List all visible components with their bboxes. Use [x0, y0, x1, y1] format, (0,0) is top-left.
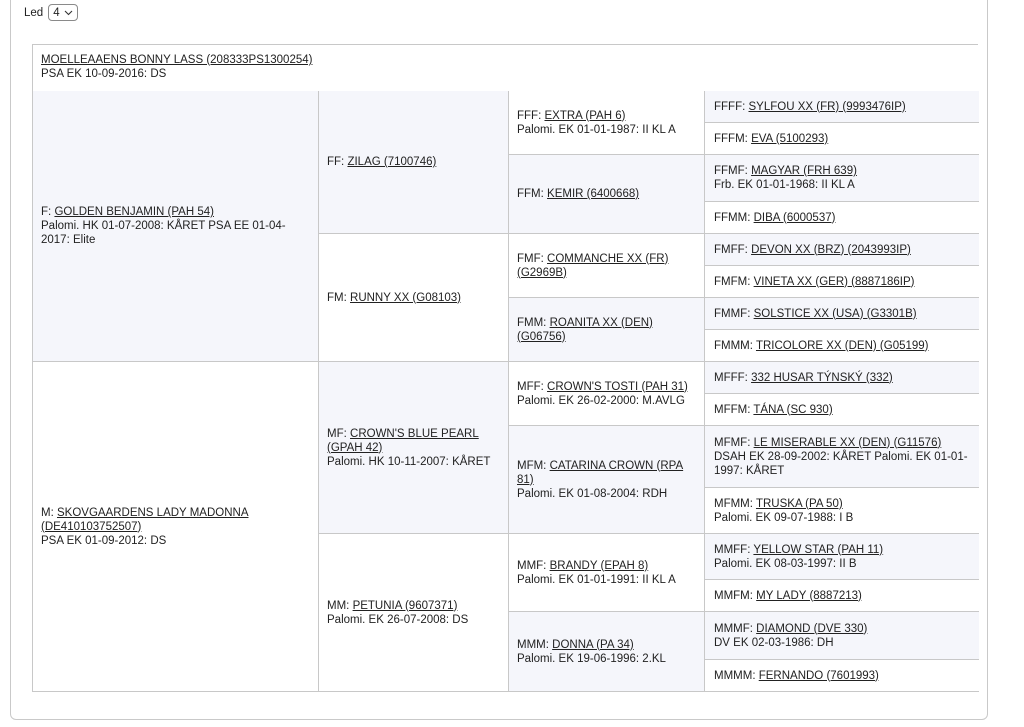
pedigree-cell-mmfm: [705, 580, 979, 612]
ancestor-name-link[interactable]: DIAMOND (DVE 330): [756, 622, 868, 635]
ancestor-info: Palomi. EK 01-01-1991: II KL A: [517, 573, 676, 586]
ancestor-info: Palomi. HK 10-11-2007: KÅRET: [327, 455, 491, 468]
ancestor-line: [517, 316, 696, 344]
ancestor-line: [714, 371, 971, 385]
ancestor-line: [327, 155, 500, 169]
level-select-value: 4: [53, 6, 60, 19]
ancestor-code: FFM:: [517, 188, 544, 200]
ancestor-name-link[interactable]: ZILAG (7100746): [347, 156, 437, 168]
ancestor-name-link[interactable]: MAGYAR (FRH 639): [751, 165, 857, 177]
ancestor-code: FF:: [327, 156, 345, 168]
ancestor-name-link[interactable]: RUNNY XX (G08103): [350, 291, 462, 304]
ancestor-name-link[interactable]: COMMANCHE XX (FR) (G2969B): [517, 252, 669, 279]
ancestor-code: MFM:: [517, 459, 547, 472]
ancestor-code: MMF:: [517, 559, 547, 572]
ancestor-code: FFFM:: [714, 132, 748, 145]
ancestor-name-link[interactable]: VINETA XX (GER) (8887186IP): [753, 275, 915, 288]
ancestor-name-link[interactable]: ROANITA XX (DEN) (G06756): [517, 316, 653, 343]
ancestor-code: FFF:: [517, 109, 542, 122]
ancestor-line: [517, 459, 696, 487]
pedigree-cell-mfmf: [705, 426, 979, 488]
pedigree-cell-fm: [319, 234, 509, 362]
ancestor-code: FMFM:: [714, 275, 751, 288]
ancestor-line: [41, 506, 310, 534]
ancestor-name-link[interactable]: LE MISERABLE XX (DEN) (G11576): [753, 436, 942, 449]
ancestor-code: M:: [41, 506, 54, 519]
ancestor-code: F:: [41, 206, 52, 218]
ancestor-name-link[interactable]: TRICOLORE XX (DEN) (G05199): [755, 339, 929, 352]
ancestor-code: FMMF:: [714, 307, 751, 320]
ancestor-code: MFMF:: [714, 436, 751, 449]
ancestor-code: MMFM:: [714, 589, 753, 602]
pedigree-cell-mfmm: [705, 488, 979, 534]
ancestor-line: [517, 109, 696, 123]
pedigree-cell-mfm: [509, 426, 705, 534]
ancestor-name-link[interactable]: PETUNIA (9607371): [352, 599, 458, 612]
ancestor-line: [517, 559, 696, 573]
ancestor-code: MFMM:: [714, 497, 753, 510]
pedigree-cell-f: [33, 91, 319, 362]
ancestor-code: FMFF:: [714, 243, 748, 256]
level-label: Led: [24, 6, 44, 19]
ancestor-name-link[interactable]: SYLFOU XX (FR) (9993476IP): [748, 100, 906, 113]
ancestor-line: [714, 275, 971, 289]
ancestor-line: [714, 132, 971, 146]
ancestor-line: [714, 100, 971, 114]
ancestor-info: Palomi. EK 09-07-1988: I B: [714, 511, 854, 524]
ancestor-line: [517, 380, 696, 394]
subject-horse-info: PSA EK 10-09-2016: DS: [41, 68, 167, 80]
ancestor-code: MMMM:: [714, 669, 756, 682]
pedigree-cell-ffmm: [705, 202, 979, 234]
ancestor-code: MM:: [327, 599, 350, 612]
ancestor-code: FM:: [327, 291, 347, 304]
ancestor-code: MFFM:: [714, 403, 751, 416]
ancestor-line: [517, 252, 696, 280]
ancestor-name-link[interactable]: CATARINA CROWN (RPA 81): [517, 459, 684, 486]
pedigree-cell-fff: [509, 91, 705, 155]
pedigree-cell-fmfm: [705, 266, 979, 298]
ancestor-name-link[interactable]: SOLSTICE XX (USA) (G3301B): [753, 307, 917, 320]
ancestor-line: [714, 622, 971, 636]
ancestor-code: MMMF:: [714, 622, 753, 635]
ancestor-name-link[interactable]: CROWN'S BLUE PEARL (GPAH 42): [327, 427, 479, 454]
ancestor-name-link[interactable]: SKOVGAARDENS LADY MADONNA (DE410103752507): [41, 506, 249, 533]
pedigree-cell-mfff: [705, 362, 979, 394]
pedigree-cell-mffm: [705, 394, 979, 426]
ancestor-line: [714, 589, 971, 603]
ancestor-line: [714, 164, 971, 178]
ancestor-info: DSAH EK 28-09-2002: KÅRET Palomi. EK 01-01-1997: KÅRET: [714, 450, 968, 477]
pedigree-cell-fffm: [705, 123, 979, 155]
ancestor-name-link[interactable]: EVA (5100293): [751, 132, 829, 145]
subject-horse: [32, 44, 978, 92]
ancestor-name-link[interactable]: TÁNA (SC 930): [753, 403, 833, 416]
ancestor-code: FMM:: [517, 316, 547, 329]
pedigree-cell-mff: [509, 362, 705, 426]
pedigree-cell-mmff: [705, 534, 979, 580]
ancestor-name-link[interactable]: YELLOW STAR (PAH 11): [753, 543, 884, 556]
ancestor-line: [714, 339, 971, 353]
pedigree-cell-mmmf: [705, 612, 979, 660]
pedigree-cell-fmf: [509, 234, 705, 298]
pedigree-cell-mmmm: [705, 660, 979, 692]
ancestor-info: DV EK 02-03-1986: DH: [714, 636, 834, 649]
pedigree-cell-ffmf: [705, 155, 979, 202]
ancestor-info: Palomi. EK 01-01-1987: II KL A: [517, 123, 676, 136]
pedigree-cell-ffm: [509, 155, 705, 234]
ancestor-name-link[interactable]: TRUSKA (PA 50): [755, 497, 843, 510]
ancestor-code: FMF:: [517, 252, 544, 265]
pedigree-cell-fmm: [509, 298, 705, 362]
ancestor-line: [714, 307, 971, 321]
ancestor-line: [327, 291, 500, 305]
ancestor-code: MMM:: [517, 638, 549, 651]
ancestor-name-link[interactable]: EXTRA (PAH 6): [544, 109, 626, 122]
ancestor-name-link[interactable]: DIBA (6000537): [753, 211, 836, 224]
ancestor-info: Palomi. EK 08-03-1997: II B: [714, 557, 857, 570]
ancestor-name-link[interactable]: FERNANDO (7601993): [758, 669, 879, 682]
ancestor-line: [714, 211, 971, 225]
ancestor-line: [714, 403, 971, 417]
ancestor-line: [41, 205, 310, 219]
pedigree-table: [32, 91, 978, 692]
pedigree-cell-fmmm: [705, 330, 979, 362]
ancestor-line: [714, 669, 971, 683]
ancestor-line: [714, 497, 971, 511]
ancestor-name-link[interactable]: MY LADY (8887213): [756, 589, 862, 602]
ancestor-name-link[interactable]: CROWN'S TOSTI (PAH 31): [547, 380, 688, 393]
level-select[interactable]: [48, 4, 77, 21]
ancestor-info: Frb. EK 01-01-1968: II KL A: [714, 179, 855, 191]
pedigree-cell-ffff: [705, 91, 979, 123]
ancestor-line: [517, 638, 696, 652]
ancestor-info: Palomi. EK 26-02-2000: M.AVLG: [517, 394, 685, 407]
pedigree-cell-fmff: [705, 234, 979, 266]
pedigree-cell-mf: [319, 362, 509, 534]
ancestor-info: Palomi. HK 01-07-2008: KÅRET PSA EE 01-04-2017: Elite: [41, 220, 286, 246]
ancestor-name-link[interactable]: KEMIR (6400668): [547, 188, 640, 200]
ancestor-code: MFFF:: [714, 371, 748, 384]
pedigree-cell-mmm: [509, 612, 705, 692]
ancestor-name-link[interactable]: 332 HUSAR TÝNSKÝ (332): [751, 371, 893, 384]
ancestor-line: [714, 436, 971, 450]
ancestor-info: PSA EK 01-09-2012: DS: [41, 534, 167, 547]
ancestor-line: [327, 427, 500, 455]
ancestor-code: MF:: [327, 427, 347, 440]
ancestor-code: MFF:: [517, 380, 544, 393]
ancestor-name-link[interactable]: GOLDEN BENJAMIN (PAH 54): [54, 206, 214, 218]
ancestor-info: Palomi. EK 01-08-2004: RDH: [517, 487, 668, 500]
level-control: [24, 4, 78, 21]
ancestor-code: MMFF:: [714, 543, 751, 556]
ancestor-line: [714, 543, 971, 557]
ancestor-line: [517, 187, 696, 201]
ancestor-name-link[interactable]: BRANDY (EPAH 8): [549, 559, 649, 572]
pedigree-cell-mmf: [509, 534, 705, 612]
ancestor-info: Palomi. EK 26-07-2008: DS: [327, 613, 469, 626]
ancestor-code: FFFF:: [714, 100, 746, 113]
chevron-down-icon: [64, 10, 73, 16]
pedigree-cell-ff: [319, 91, 509, 234]
ancestor-name-link[interactable]: DONNA (PA 34): [552, 638, 634, 651]
ancestor-code: FMMM:: [714, 339, 753, 352]
ancestor-line: [714, 243, 971, 257]
ancestor-info: Palomi. EK 19-06-1996: 2.KL: [517, 652, 666, 665]
ancestor-code: FFMF:: [714, 165, 748, 177]
ancestor-code: FFMM:: [714, 211, 751, 224]
pedigree-cell-m: [33, 362, 319, 692]
ancestor-line: [327, 599, 500, 613]
pedigree-cell-fmmf: [705, 298, 979, 330]
pedigree-cell-mm: [319, 534, 509, 692]
ancestor-name-link[interactable]: DEVON XX (BRZ) (2043993IP): [751, 243, 911, 256]
subject-horse-link[interactable]: MOELLEAAENS BONNY LASS (208333PS1300254): [41, 54, 313, 66]
